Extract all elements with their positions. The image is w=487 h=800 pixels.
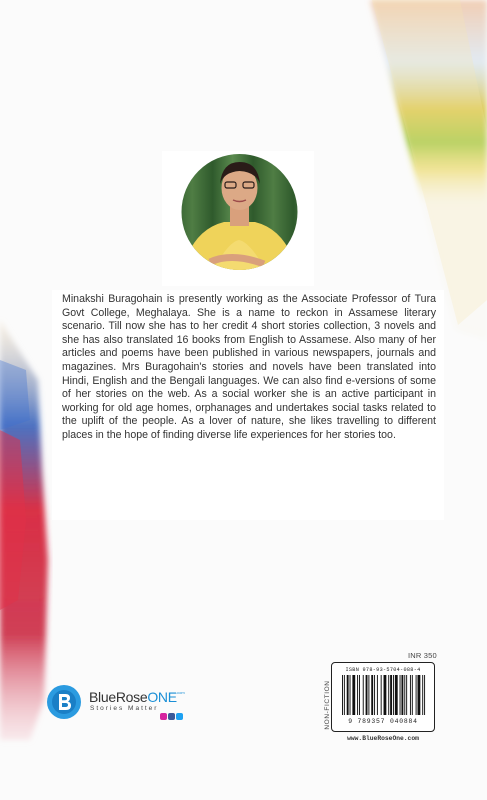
isbn-label: ISBN 978-93-5704-088-4 xyxy=(345,667,421,673)
barcode-bar xyxy=(418,675,421,715)
publisher-name-part1: BlueRose xyxy=(89,689,148,705)
instagram-icon[interactable] xyxy=(160,713,167,720)
genre-label: NON-FICTION xyxy=(324,680,331,730)
author-bio-text: Minakshi Buragohain is presently working as the Associate Professor of Tura Govt College, Meghalaya. She is a name to reckon in Assamese literary scenario. Till now she has to her credit 4 short stories collection, 3 novels and she has also translated 16 books from English to Assamese. Also many of her articles and poems have been published in various newspapers, journals and magazines. Mrs Buragohain's stories and novels have been translated into Hindi, English and the Bengali languages. We can also find e-versions of some of her stories on the web. As a social worker she is an active participant in working for old age homes, orphanages and undertakes social tasks related to the uplift of the people. As a lover of nature, she likes travelling to different places in the hope of finding diverse life experiences for her stories too. xyxy=(62,293,436,441)
barcode-number: 9 789357 040884 xyxy=(348,718,418,725)
barcode-bar xyxy=(424,675,425,715)
barcode-bar xyxy=(363,675,364,715)
facebook-icon[interactable] xyxy=(168,713,175,720)
barcode-bar xyxy=(388,675,389,715)
barcode-bar xyxy=(350,675,351,715)
barcode-bar xyxy=(366,675,368,715)
author-photo xyxy=(172,152,307,272)
barcode-bar xyxy=(395,675,398,715)
barcode-bar xyxy=(400,675,401,715)
publisher-name xyxy=(89,689,177,705)
barcode-bar xyxy=(412,675,413,715)
barcode-bars xyxy=(342,675,426,715)
barcode-bar xyxy=(374,675,375,715)
barcode-bar xyxy=(344,675,345,715)
barcode-bar xyxy=(390,675,392,715)
barcode-bar xyxy=(393,675,394,715)
publisher-website[interactable]: www.BlueRoseOne.com xyxy=(347,735,419,742)
barcode-bar xyxy=(371,675,373,715)
publisher-dotcom: .com xyxy=(176,690,185,695)
barcode-bar xyxy=(347,675,349,715)
barcode-bar xyxy=(368,675,369,715)
price-label: INR 350 xyxy=(408,651,437,660)
barcode-bar xyxy=(384,675,387,715)
barcode-bar xyxy=(377,675,378,715)
twitter-icon[interactable] xyxy=(176,713,183,720)
barcode-bar xyxy=(359,675,360,715)
barcode-bar xyxy=(352,675,355,715)
barcode-bar xyxy=(342,675,343,715)
social-icons xyxy=(160,713,183,720)
barcode-bar xyxy=(422,675,423,715)
publisher-name-part2: ONE xyxy=(147,689,177,705)
bluerose-logo-icon xyxy=(46,684,82,720)
barcode-bar xyxy=(410,675,411,715)
isbn-barcode xyxy=(331,662,435,732)
publisher-tagline: Stories Matter xyxy=(90,705,159,712)
publisher-logo xyxy=(46,684,196,730)
author-bio-panel xyxy=(52,290,444,520)
barcode-bar xyxy=(416,675,417,715)
barcode-bar xyxy=(357,675,358,715)
barcode-bar xyxy=(401,675,403,715)
barcode-bar xyxy=(404,675,405,715)
barcode-bar xyxy=(381,675,382,715)
barcode-bar xyxy=(406,675,407,715)
